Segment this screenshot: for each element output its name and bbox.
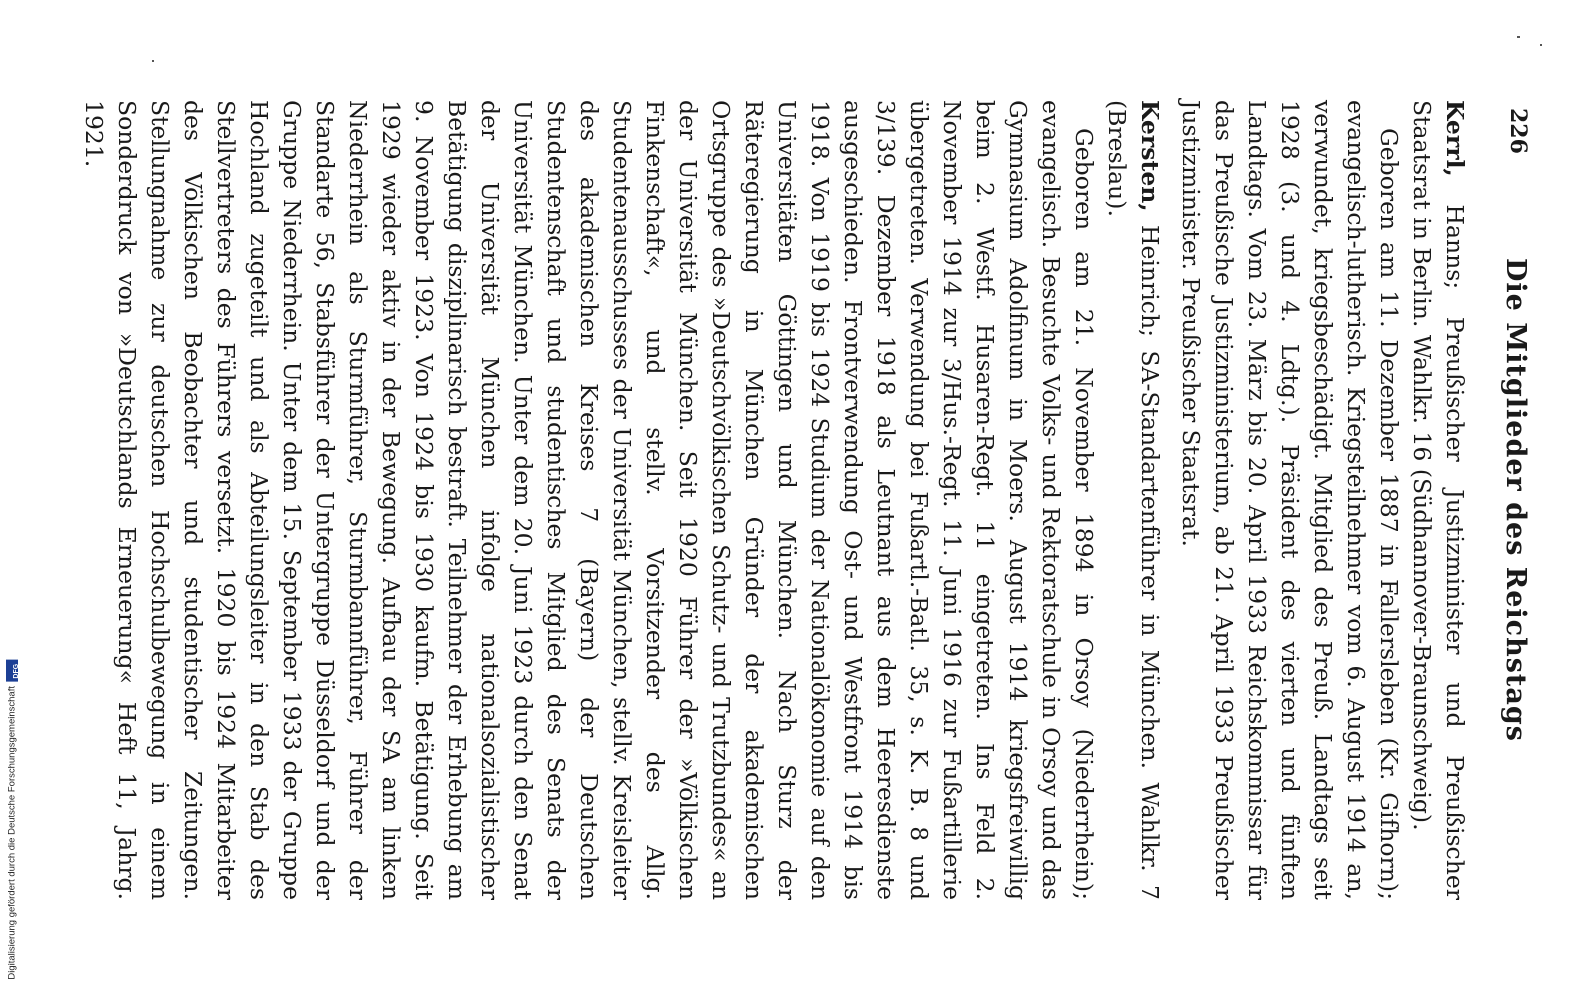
running-title: Die Mitglieder des Reichstags — [1500, 258, 1531, 742]
scan-speck — [1540, 44, 1542, 46]
entry-kerrl — [1174, 100, 1471, 900]
entry-heading — [1405, 100, 1471, 900]
entry-heading — [1100, 100, 1166, 900]
scan-speck — [1517, 36, 1520, 38]
page-header — [1491, 100, 1531, 900]
entry-name: Kerrl, — [1441, 100, 1469, 177]
entry-description: Heinrich; SA-Standartenführer in München. Wahlkr. 7 (Breslau). — [1103, 100, 1164, 900]
entry-kersten — [77, 100, 1166, 900]
scan-speck — [152, 60, 154, 62]
entry-description: Hanns; Preußischer Justizminister und Preußischer Staatsrat in Berlin. Wahlkr. 16 (Südhannover-Braunschweig). — [1408, 100, 1469, 900]
entry-name: Kersten, — [1136, 100, 1164, 212]
credit-text: Digitalisierung gefördert durch die Deutsche Forschungsgemeinschaft — [6, 686, 18, 980]
entry-biography: Geboren am 21. November 1894 in Orsoy (Niederrhein); evangelisch. Besuchte Volks- und Rektoratschule in Orsoy und das Gymnasium Adolfinum in Moers. August 1914 kriegsfreiwillig beim 2. Westf. Husaren-Regt. 11 eingetreten. Ins Feld 2. November 1914 zur 3/Hus.-Regt. 11. Juni 1916 zur Fußartillerie übergetreten. Verwendung bei Fußartl.-Batl. 35, s. K. B. 8 und 3/139. Dezember 1918 als Leutnant aus dem Heeresdienste ausgeschieden. Frontverwendung Ost- und Westfront 1914 bis 1918. Von 1919 bis 1924 Studium der Nationalökonomie auf den Universitäten Göttingen und München. Nach Sturz der Räteregierung in München Gründer der akademischen Ortsgruppe des »Deutschvölkischen Schutz- und Trutzbundes« an der Universität München. Seit 1920 Führer der »Völkischen Finkenschaft«, und stellv. Vorsitzender des Allg. Studentenausschusses der Universität München, stellv. Kreisleiter des akademischen Kreises 7 (Bayern) der Deutschen Studentenschaft und studentisches Mitglied des Senats der Universität München. Unter dem 20. Juni 1923 durch den Senat der Universität München infolge nationalsozialistischer Betätigung disziplinarisch bestraft. Teilnehmer der Erhebung am 9. November 1923. Von 1924 bis 1930 kaufm. Betätigung. Seit 1929 wieder aktiv in der Bewegung. Aufbau der SA am linken Niederrhein als Sturmführer, Sturmbannführer, Führer der Standarte 56, Stabsführer der Untergruppe Düsseldorf und der Gruppe Niederrhein. Unter dem 15. September 1933 der Gruppe Hochland zugeteilt und als Abteilungsleiter in den Stab des Stellvertreters des Führers versetzt. 1920 bis 1924 Mitarbeiter des Völkischen Beobachter und studentischer Zeitungen. Stellungnahme zur deutschen Hochschulbewegung in einem Sonderdruck von »Deutschlands Erneuerung« Heft 11, Jahrg. 1921. — [80, 100, 1098, 900]
entry-biography: Geboren am 11. Dezember 1887 in Fallersleben (Kr. Gifhorn); evangelisch-lutherisch. Kriegsteilnehmer vom 6. August 1914 an, verwundet, kriegsbeschädigt. Mitglied des Preuß. Landtags seit 1928 (3. und 4. Ldtg.). Präsident des vierten und fünften Landtags. Vom 23. März bis 20. April 1933 Reichskommissar für das Preußische Justizministerium, ab 21. April 1933 Preußischer Justizminister. Preußischer Staatsrat. — [1177, 100, 1403, 900]
page-number: 226 — [1505, 108, 1531, 154]
dfg-logo: DFG — [6, 660, 18, 682]
digitization-credit — [6, 660, 18, 980]
